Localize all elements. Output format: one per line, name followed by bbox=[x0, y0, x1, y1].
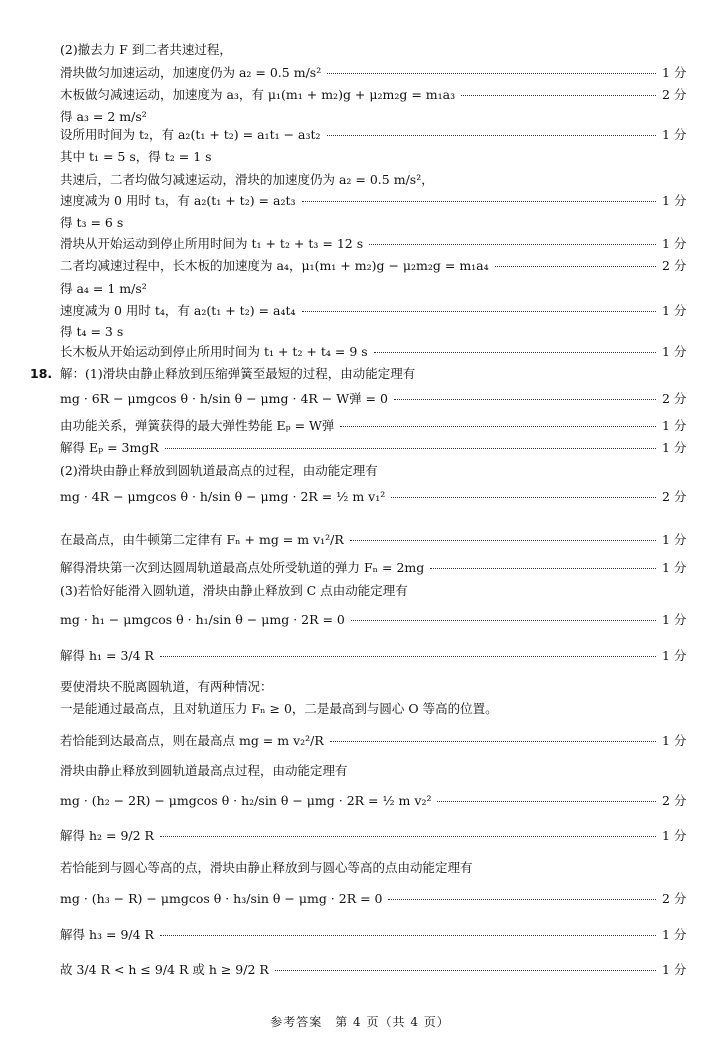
dotted-leader bbox=[330, 741, 656, 742]
score-label: 1 分 bbox=[662, 303, 687, 318]
dotted-leader bbox=[430, 568, 656, 569]
answer-line-text: 长木板从开始运动到停止所用时间为 t₁ + t₂ + t₄ = 9 s bbox=[60, 344, 368, 359]
answer-line bbox=[60, 258, 687, 273]
answer-line bbox=[60, 127, 687, 142]
answer-line-text: mg · h₁ − μmgcos θ · h₁/sin θ − μmg · 2R = 0 bbox=[60, 612, 345, 627]
answer-line-text: 设所用时间为 t₂，有 a₂(t₁ + t₂) = a₁t₁ − a₃t₂ bbox=[60, 127, 321, 142]
dotted-leader bbox=[350, 540, 656, 541]
answer-line-text: 故 3/4 R < h ≤ 9/4 R 或 h ≥ 9/2 R bbox=[60, 962, 269, 977]
answer-line-text: 要使滑块不脱离圆轨道，有两种情况： bbox=[60, 679, 273, 694]
answer-line bbox=[60, 111, 684, 124]
score-label: 1 分 bbox=[662, 733, 687, 748]
dotted-leader bbox=[340, 426, 656, 427]
answer-line-text: (2)滑块由静止释放到圆轨道最高点的过程，由动能定理有 bbox=[60, 463, 378, 478]
score-label: 1 分 bbox=[662, 927, 687, 942]
answer-line-text: mg · (h₃ − R) − μmgcos θ · h₃/sin θ − μmg · 2R = 0 bbox=[60, 891, 383, 906]
answer-line-text: 解得 h₃ = 9/4 R bbox=[60, 927, 154, 942]
answer-line-text: 解：(1)滑块由静止释放到压缩弹簧至最短的过程，由动能定理有 bbox=[60, 366, 416, 381]
score-label: 1 分 bbox=[662, 440, 687, 455]
dotted-leader bbox=[369, 244, 656, 245]
answer-line bbox=[60, 87, 687, 102]
answer-line-text: 滑块由静止释放到圆轨道最高点过程，由动能定理有 bbox=[60, 763, 348, 778]
dotted-leader bbox=[160, 656, 656, 657]
question-number: 18. bbox=[30, 366, 53, 381]
answer-line bbox=[60, 174, 684, 187]
answer-line bbox=[60, 612, 687, 627]
score-label: 1 分 bbox=[662, 236, 687, 251]
answer-line-text: 滑块做匀加速运动，加速度仍为 a₂ = 0.5 m/s² bbox=[60, 65, 322, 80]
answer-line-text: 在最高点，由牛顿第二定律有 Fₙ + mg = m v₁²/R bbox=[60, 532, 344, 547]
dotted-leader bbox=[495, 266, 656, 267]
dotted-leader bbox=[302, 201, 656, 202]
answer-line bbox=[60, 326, 684, 339]
answer-line-text: 若恰能到达最高点，则在最高点 mg = m v₂²/R bbox=[60, 733, 324, 748]
dotted-leader bbox=[327, 73, 656, 74]
answer-line bbox=[60, 418, 687, 433]
answer-line bbox=[60, 151, 684, 164]
dotted-leader bbox=[391, 497, 656, 498]
dotted-leader bbox=[388, 899, 656, 900]
score-label: 1 分 bbox=[662, 193, 687, 208]
answer-line-text: 二者均减速过程中，长木板的加速度为 a₄，μ₁(m₁ + m₂)g − μ₂m₂g = m₁a₄ bbox=[60, 258, 489, 273]
score-label: 1 分 bbox=[662, 648, 687, 663]
score-label: 2 分 bbox=[662, 258, 687, 273]
page-footer: 参考答案 第 4 页（共 4 页） bbox=[270, 1015, 450, 1029]
answer-line-text: 木板做匀减速运动，加速度为 a₃，有 μ₁(m₁ + m₂)g + μ₂m₂g = m₁a₃ bbox=[60, 87, 456, 102]
dotted-leader bbox=[275, 970, 656, 971]
answer-line-text: 速度减为 0 用时 t₄，有 a₂(t₁ + t₂) = a₄t₄ bbox=[60, 303, 296, 318]
score-label: 1 分 bbox=[662, 344, 687, 359]
dotted-leader bbox=[437, 801, 656, 802]
dotted-leader bbox=[165, 448, 656, 449]
score-label: 1 分 bbox=[662, 65, 687, 80]
answer-line-text: 速度减为 0 用时 t₃，有 a₂(t₁ + t₂) = a₂t₃ bbox=[60, 193, 296, 208]
answer-line bbox=[60, 962, 687, 977]
dotted-leader bbox=[327, 135, 656, 136]
answer-line-text: mg · (h₂ − 2R) − μmgcos θ · h₂/sin θ − μmg · 2R = ½ m v₂² bbox=[60, 793, 432, 808]
score-label: 1 分 bbox=[662, 560, 687, 575]
answer-line bbox=[60, 193, 687, 208]
answer-line-text: 解得 h₂ = 9/2 R bbox=[60, 828, 154, 843]
score-label: 1 分 bbox=[662, 962, 687, 977]
answer-line bbox=[60, 440, 687, 455]
answer-line bbox=[60, 65, 687, 80]
score-label: 2 分 bbox=[662, 489, 687, 504]
answer-line bbox=[60, 236, 687, 251]
dotted-leader bbox=[351, 620, 656, 621]
answer-line bbox=[60, 862, 684, 875]
dotted-leader bbox=[461, 95, 656, 96]
answer-line-text: mg · 6R − μmgcos θ · h/sin θ − μmg · 4R − W弹 = 0 bbox=[60, 391, 388, 406]
answer-line-text: 解得 h₁ = 3/4 R bbox=[60, 648, 154, 663]
answer-line bbox=[60, 44, 684, 57]
score-label: 2 分 bbox=[662, 891, 687, 906]
score-label: 2 分 bbox=[662, 87, 687, 102]
dotted-leader bbox=[160, 935, 656, 936]
dotted-leader bbox=[394, 399, 656, 400]
score-label: 1 分 bbox=[662, 418, 687, 433]
answer-line bbox=[60, 344, 687, 359]
score-label: 2 分 bbox=[662, 793, 687, 808]
answer-line-text: 由功能关系，弹簧获得的最大弹性势能 Eₚ = W弹 bbox=[60, 418, 335, 433]
answer-line-text: 得 t₃ = 6 s bbox=[60, 215, 124, 230]
score-label: 1 分 bbox=[662, 127, 687, 142]
answer-line bbox=[60, 765, 684, 778]
answer-line bbox=[60, 560, 687, 575]
score-label: 2 分 bbox=[662, 391, 687, 406]
answer-line bbox=[60, 303, 687, 318]
answer-line bbox=[60, 648, 687, 663]
answer-line bbox=[60, 828, 687, 843]
answer-line bbox=[60, 283, 684, 296]
answer-line-text: 解得滑块第一次到达圆周轨道最高点处所受轨道的弹力 Fₙ = 2mg bbox=[60, 560, 425, 575]
answer-line-text: 一是能通过最高点，且对轨道压力 Fₙ ≥ 0，二是最高到与圆心 O 等高的位置。 bbox=[60, 701, 498, 716]
dotted-leader bbox=[302, 311, 656, 312]
answer-line-text: 若恰能到与圆心等高的点，滑块由静止释放到与圆心等高的点由动能定理有 bbox=[60, 860, 473, 875]
dotted-leader bbox=[160, 836, 656, 837]
answer-line-text: (2)撤去力 F 到二者共速过程， bbox=[60, 42, 232, 57]
answer-line-text: 得 a₄ = 1 m/s² bbox=[60, 281, 147, 296]
dotted-leader bbox=[374, 352, 656, 353]
answer-line-text: 得 a₃ = 2 m/s² bbox=[60, 109, 147, 124]
answer-line-text: 其中 t₁ = 5 s，得 t₂ = 1 s bbox=[60, 149, 212, 164]
answer-line bbox=[60, 532, 687, 547]
answer-line-text: 滑块从开始运动到停止所用时间为 t₁ + t₂ + t₃ = 12 s bbox=[60, 236, 364, 251]
answer-line-text: 解得 Eₚ = 3mgR bbox=[60, 440, 159, 455]
answer-line bbox=[60, 217, 684, 230]
answer-line bbox=[60, 733, 687, 748]
answer-line bbox=[60, 703, 684, 716]
answer-line bbox=[60, 681, 684, 694]
answer-line-text: mg · 4R − μmgcos θ · h/sin θ − μmg · 2R = ½ m v₁² bbox=[60, 489, 386, 504]
answer-line bbox=[60, 927, 687, 942]
score-label: 1 分 bbox=[662, 828, 687, 843]
answer-line bbox=[60, 391, 687, 406]
score-label: 1 分 bbox=[662, 532, 687, 547]
answer-line-text: (3)若恰好能滑入圆轨道，滑块由静止释放到 C 点由动能定理有 bbox=[60, 583, 408, 598]
answer-line bbox=[60, 585, 684, 598]
answer-line bbox=[60, 489, 687, 504]
answer-line bbox=[60, 465, 684, 478]
answer-line bbox=[60, 793, 687, 808]
answer-line-text: 得 t₄ = 3 s bbox=[60, 324, 124, 339]
answer-line-text: 共速后，二者均做匀减速运动，滑块的加速度仍为 a₂ = 0.5 m/s²， bbox=[60, 172, 434, 187]
score-label: 1 分 bbox=[662, 612, 687, 627]
answer-line bbox=[60, 891, 687, 906]
answer-line bbox=[60, 368, 684, 381]
